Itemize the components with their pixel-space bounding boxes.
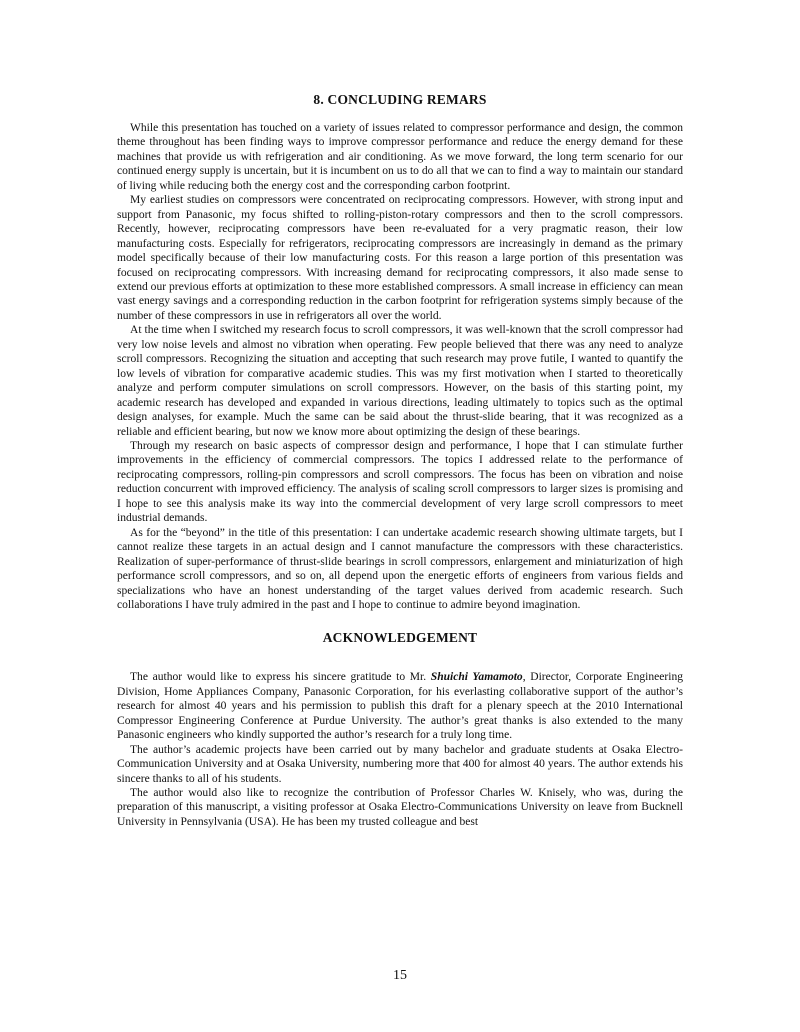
acknowledgement-paragraph: The author would also like to recognize the contribution of Professor Charles W. Knisely, who was, during the preparation of this manuscript, a visiting professor at Osaka Electro-Communications University on leave from Bucknell University in Pennsylvania (USA). He has been my trusted colleague and best: [117, 787, 683, 828]
section-body: [117, 121, 683, 612]
acknowledgement-text: , Director, Corporate Engineering Division, Home Appliances Company, Panasonic Corporation, for his everlasting collaborative support of the author’s research for almost 40 years and his permission to publish this draft for a plenary speech at the 2010 International Compressor Engineering Conference at Purdue University. The author’s great thanks is also extended to the many Panasonic engineers who kindly supported the author’s research for a truly long time.: [117, 671, 683, 742]
page-number: 15: [393, 968, 407, 983]
acknowledgement-heading: ACKNOWLEDGEMENT: [322, 630, 478, 646]
body-paragraph: Through my research on basic aspects of compressor design and performance, I hope that I can stimulate further improvements in the efficiency of commercial compressors. The topics I addressed relate to the performance of reciprocating compressors, rolling-pin compressors and scroll compressors. The focus has been on vibration and noise reduction concurrent with improved efficiency. The analysis of scaling scroll compressors to larger sizes is promising and I hope to see this analysis make its way into the commercial development of very large scroll compressors to meet industrial demands.: [117, 439, 683, 525]
body-paragraph: At the time when I switched my research focus to scroll compressors, it was well-known that the scroll compressor had very low noise levels and almost no vibration when operating. Few people believed that there was any need to analyze scroll compressors. Recognizing the situation and accepting that such research may prove futile, I wanted to quantify the low levels of vibration for comparative academic studies. This was my first motivation when I started to theoretically analyze and perform computer simulations on scroll compressors. However, on the basis of this starting point, my academic research has developed and expanded in various directions, leading ultimately to topics such as the optimal design analyses, for example. Much the same can be said about the thrust-slide bearing, that it was recognized as a reliable and efficient bearing, but now we know more about optimizing the design of these bearings.: [117, 324, 683, 438]
body-paragraph: As for the “beyond” in the title of this presentation: I can undertake academic research showing ultimate targets, but I cannot realize these targets in an actual design and I cannot manufacture the compressors with these characteristics. Realization of super-performance of thrust-slide bearings in scroll compressors, enlargement and miniaturization of high performance scroll compressors, and so on, all depend upon the energetic efforts of engineers from various fields and specializations who have an honest understanding of the target values derived from academic research. Such collaborations I have truly admired in the past and I hope to continue to admire beyond imagination.: [117, 526, 683, 611]
acknowledged-person-name: Shuichi Yamamoto: [430, 671, 523, 684]
page-body: [117, 92, 683, 829]
body-paragraph: My earliest studies on compressors were concentrated on reciprocating compressors. However, with strong input and support from Panasonic, my focus shifted to rolling-piston-rotary compressors and then to the scroll compressors. Recently, however, reciprocating compressors have been re-evaluated for a very pragmatic reason, their low manufacturing costs. Especially for refrigerators, reciprocating compressors are increasingly in demand as the primary model specifically because of their low manufacturing costs. For this reason a large portion of this presentation was focused on reciprocating compressors. With increasing demand for reciprocating compressors, it also made sense to extend our previous efforts at optimization to these more established compressors. A small increase in efficiency can mean vast energy savings and a corresponding reduction in the carbon footprint for refrigeration systems simply because of the number of these compressors in use in refrigerators all over the world.: [117, 194, 683, 322]
acknowledgement-text: The author would like to express his sincere gratitude to Mr.: [130, 671, 431, 684]
acknowledgement-paragraph: The author’s academic projects have been carried out by many bachelor and graduate students at Osaka Electro-Communication University and at Osaka University, numbering more that 400 for almost 40 years. The author extends his sincere thanks to all of his students.: [117, 743, 683, 785]
body-paragraph: While this presentation has touched on a variety of issues related to compressor performance and design, the common theme throughout has been finding ways to improve compressor performance and reduce the energy demand for these machines that provide us with refrigeration and air conditioning. As we move forward, the long term scenario for our continued energy supply is uncertain, but it is incumbent on us to do all that we can to find a way to maintain our standard of living while reducing both the energy cost and the corresponding carbon footprint.: [117, 122, 683, 192]
acknowledgement-paragraph: [117, 670, 683, 742]
acknowledgement-body: [117, 670, 683, 829]
section-heading: 8. CONCLUDING REMARS: [313, 92, 487, 107]
